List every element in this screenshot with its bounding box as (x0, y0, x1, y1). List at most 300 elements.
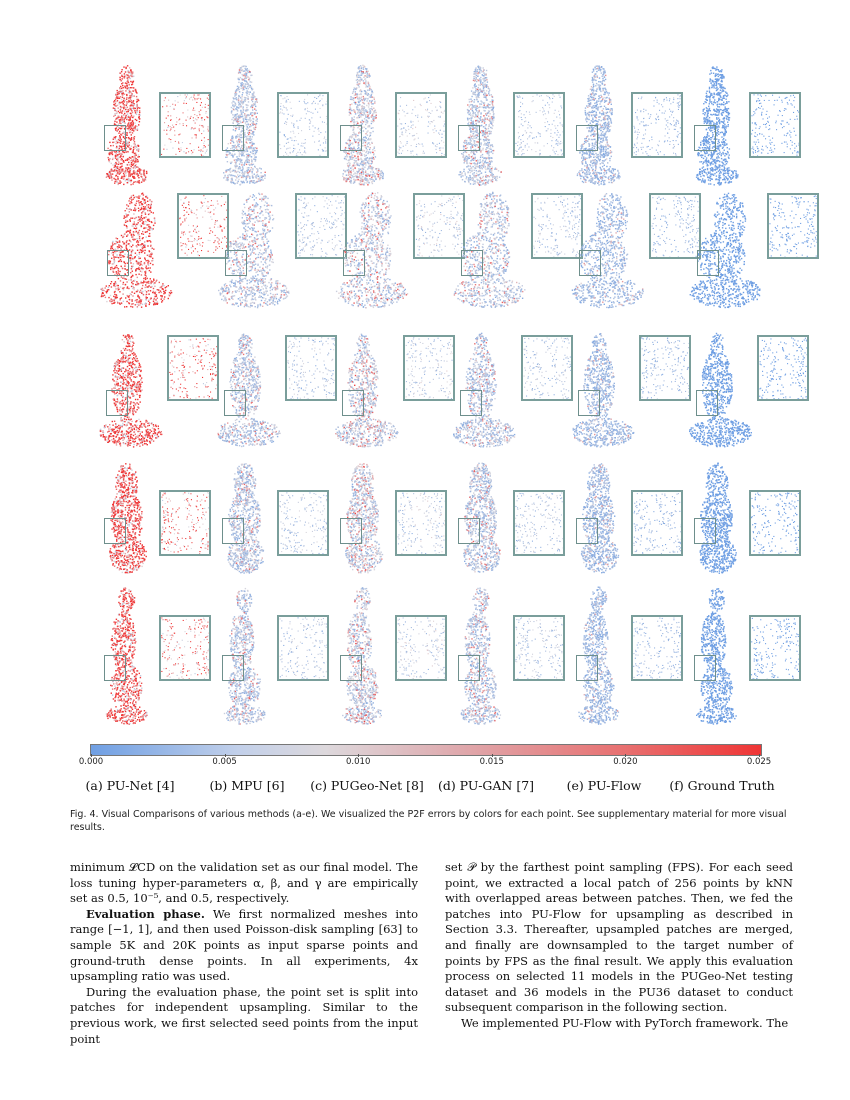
cloud-point (246, 142, 247, 143)
inset-point (436, 149, 437, 150)
cloud-point (127, 164, 128, 165)
cloud-point (368, 106, 369, 107)
cloud-point (124, 76, 125, 77)
cloud-point (368, 173, 369, 174)
inset-point (282, 110, 283, 111)
cloud-point (597, 68, 598, 69)
cloud-point (493, 150, 494, 151)
cloud-point (133, 178, 134, 179)
cloud-point (112, 164, 113, 165)
cloud-point (125, 87, 126, 88)
inset-point (441, 137, 442, 138)
inset-point (166, 106, 167, 107)
cloud-point (477, 101, 478, 102)
cloud-point (591, 120, 592, 121)
cloud-point (483, 90, 484, 91)
cloud-point (245, 97, 246, 98)
cloud-point (249, 155, 250, 156)
inset-point (312, 113, 313, 114)
inset-point (166, 149, 167, 150)
cloud-point (252, 175, 253, 176)
inset-point (423, 98, 424, 99)
cloud-point (367, 135, 368, 136)
inset-point (199, 94, 200, 95)
inset-point (304, 148, 305, 149)
cloud-point (347, 163, 348, 164)
cloud-point (138, 175, 139, 176)
cloud-point (366, 105, 367, 106)
inset-point (325, 147, 326, 148)
cloud-point (115, 181, 116, 182)
cloud-point (375, 176, 376, 177)
inset-point (325, 139, 326, 140)
cloud-point (242, 69, 243, 70)
cloud-point (125, 180, 126, 181)
cloud-point (479, 68, 480, 69)
cloud-point (596, 162, 597, 163)
cloud-point (120, 119, 121, 120)
cloud-point (230, 172, 231, 173)
cloud-point (138, 173, 139, 174)
cloud-point (122, 76, 123, 77)
inset-point (407, 113, 408, 114)
cloud-point (257, 150, 258, 151)
inset-point (163, 149, 164, 150)
cloud-point (353, 176, 354, 177)
cloud-point (122, 122, 123, 123)
cloud-point (605, 75, 606, 76)
cloud-point (243, 89, 244, 90)
cloud-point (360, 169, 361, 170)
cloud-point (598, 81, 599, 82)
cloud-point (474, 167, 475, 168)
inset-point (319, 134, 320, 135)
cloud-point (355, 93, 356, 94)
cloud-point (242, 168, 243, 169)
inset-point (194, 149, 195, 150)
inset-point (525, 145, 526, 146)
cloud-point (493, 114, 494, 115)
cloud-point (246, 182, 247, 183)
cloud-point (592, 170, 593, 171)
cloud-point (118, 107, 119, 108)
cloud-point (349, 159, 350, 160)
inset-point (401, 123, 402, 124)
cloud-point (489, 131, 490, 132)
cloud-point (592, 93, 593, 94)
cloud-point (232, 179, 233, 180)
inset-point (557, 154, 558, 155)
cloud-point (365, 142, 366, 143)
cloud-point (124, 111, 125, 112)
inset-point (207, 149, 208, 150)
inset-point (558, 143, 559, 144)
cloud-point (370, 97, 371, 98)
cloud-point (348, 151, 349, 152)
cloud-point (252, 109, 253, 110)
cloud-point (470, 166, 471, 167)
cloud-point (587, 164, 588, 165)
cloud-point (488, 157, 489, 158)
cloud-point (357, 179, 358, 180)
cloud-point (468, 122, 469, 123)
inset-point (543, 108, 544, 109)
cloud-point (367, 73, 368, 74)
cloud-point (371, 109, 372, 110)
cloud-point (605, 112, 606, 113)
inset-point (544, 145, 545, 146)
cloud-point (120, 182, 121, 183)
cloud-point (595, 73, 596, 74)
cloud-point (369, 88, 370, 89)
cloud-point (248, 162, 249, 163)
cloud-point (246, 147, 247, 148)
cloud-point (128, 171, 129, 172)
inset-point (322, 150, 323, 151)
cloud-point (138, 182, 139, 183)
inset-point (191, 129, 192, 130)
inset-point (545, 105, 546, 106)
cloud-point (475, 71, 476, 72)
cloud-point (590, 172, 591, 173)
cloud-point (601, 96, 602, 97)
cloud-point (486, 147, 487, 148)
cloud-point (117, 176, 118, 177)
cloud-point (364, 103, 365, 104)
inset-point (436, 130, 437, 131)
cloud-point (229, 151, 230, 152)
inset-point (287, 96, 288, 97)
cloud-point (476, 71, 477, 72)
cloud-point (256, 116, 257, 117)
cloud-point (247, 68, 248, 69)
inset-point (186, 96, 187, 97)
cloud-point (604, 165, 605, 166)
cloud-point (485, 118, 486, 119)
cloud-point (483, 126, 484, 127)
cloud-point (139, 112, 140, 113)
cloud-point (123, 179, 124, 180)
inset-point (423, 151, 424, 152)
cloud-point (371, 89, 372, 90)
cloud-point (367, 112, 368, 113)
cloud-point (480, 85, 481, 86)
cloud-point (489, 132, 490, 133)
cloud-point (252, 107, 253, 108)
cloud-point (119, 173, 120, 174)
cloud-point (595, 153, 596, 154)
cloud-point (489, 111, 490, 112)
cloud-point (262, 179, 263, 180)
inset-point (312, 103, 313, 104)
inset-point (519, 136, 520, 137)
cloud-point (145, 177, 146, 178)
cloud-point (474, 172, 475, 173)
cloud-point (608, 126, 609, 127)
cloud-point (360, 116, 361, 117)
cloud-point (109, 152, 110, 153)
cloud-point (354, 112, 355, 113)
inset-point (521, 154, 522, 155)
cloud-point (242, 166, 243, 167)
cloud-point (227, 178, 228, 179)
cloud-point (357, 81, 358, 82)
cloud-point (366, 148, 367, 149)
inset-point (295, 136, 296, 137)
inset-point (195, 123, 196, 124)
cloud-point (479, 180, 480, 181)
cloud-point (485, 97, 486, 98)
cloud-point (253, 103, 254, 104)
cloud-point (122, 78, 123, 79)
cloud-point (492, 150, 493, 151)
cloud-point (129, 91, 130, 92)
cloud-point (474, 176, 475, 177)
inset-point (400, 97, 401, 98)
cloud-point (137, 159, 138, 160)
cloud-point (581, 157, 582, 158)
inset-point (525, 121, 526, 122)
inset-point (518, 132, 519, 133)
cloud-point (252, 96, 253, 97)
cloud-point (255, 112, 256, 113)
cloud-point (134, 122, 135, 123)
cloud-point (365, 147, 366, 148)
cloud-point (121, 163, 122, 164)
cloud-point (486, 140, 487, 141)
inset-point (306, 103, 307, 104)
cloud-point (245, 101, 246, 102)
cloud-point (468, 177, 469, 178)
cloud-point (110, 173, 111, 174)
cloud-point (370, 111, 371, 112)
inset-point (522, 125, 523, 126)
cloud-point (240, 111, 241, 112)
cloud-point (481, 101, 482, 102)
inset-point (201, 120, 202, 121)
inset-point (559, 95, 560, 96)
cloud-point (111, 151, 112, 152)
cloud-point (362, 168, 363, 169)
cloud-point (246, 137, 247, 138)
cloud-point (118, 111, 119, 112)
cloud-point (466, 176, 467, 177)
cloud-point (599, 113, 600, 114)
cloud-point (605, 122, 606, 123)
inset-point (412, 109, 413, 110)
inset-point (550, 129, 551, 130)
cloud-point (115, 119, 116, 120)
cloud-point (485, 158, 486, 159)
cloud-point (131, 137, 132, 138)
cloud-point (247, 105, 248, 106)
cloud-point (127, 169, 128, 170)
cloud-point (352, 99, 353, 100)
inset-point (431, 121, 432, 122)
cloud-point (247, 172, 248, 173)
cloud-point (482, 132, 483, 133)
inset-point (298, 144, 299, 145)
zoom-inset (395, 92, 447, 158)
cloud-point (231, 161, 232, 162)
cloud-point (485, 182, 486, 183)
cloud-point (235, 108, 236, 109)
cloud-point (125, 67, 126, 68)
cloud-point (128, 162, 129, 163)
cloud-point (127, 180, 128, 181)
cloud-point (494, 178, 495, 179)
cloud-point (136, 120, 137, 121)
inset-point (523, 141, 524, 142)
cloud-point (488, 155, 489, 156)
cloud-point (469, 170, 470, 171)
inset-point (440, 130, 441, 131)
inset-point (315, 127, 316, 128)
inset-point (280, 106, 281, 107)
cloud-point (381, 172, 382, 173)
cloud-point (229, 168, 230, 169)
cloud-point (475, 181, 476, 182)
cloud-point (367, 168, 368, 169)
cloud-point (596, 114, 597, 115)
inset-point (405, 115, 406, 116)
cloud-point (132, 124, 133, 125)
inset-point (547, 121, 548, 122)
cloud-point (360, 77, 361, 78)
cloud-point (484, 74, 485, 75)
cloud-point (352, 166, 353, 167)
inset-point (518, 149, 519, 150)
cloud-point (137, 171, 138, 172)
cloud-point (466, 178, 467, 179)
cloud-point (582, 161, 583, 162)
cloud-point (115, 157, 116, 158)
cloud-point (241, 88, 242, 89)
cloud-point (353, 151, 354, 152)
cloud-point (483, 139, 484, 140)
cloud-point (237, 171, 238, 172)
inset-point (415, 107, 416, 108)
cloud-point (593, 97, 594, 98)
cloud-point (357, 165, 358, 166)
inset-point (289, 147, 290, 148)
inset-point (561, 154, 562, 155)
inset-point (180, 95, 181, 96)
cloud-point (365, 115, 366, 116)
cloud-point (117, 94, 118, 95)
cloud-point (144, 170, 145, 171)
cloud-point (246, 107, 247, 108)
cloud-point (363, 106, 364, 107)
cloud-point (604, 85, 605, 86)
inset-point (285, 152, 286, 153)
cloud-point (114, 121, 115, 122)
inset-point (529, 137, 530, 138)
cloud-point (600, 81, 601, 82)
cloud-point (474, 170, 475, 171)
cloud-point (356, 151, 357, 152)
cloud-point (244, 80, 245, 81)
cloud-point (366, 69, 367, 70)
inset-point (195, 118, 196, 119)
inset-point (532, 101, 533, 102)
inset-point (293, 133, 294, 134)
cloud-point (481, 90, 482, 91)
cloud-point (373, 171, 374, 172)
cloud-point (233, 117, 234, 118)
cloud-point (124, 94, 125, 95)
cloud-point (249, 148, 250, 149)
cloud-point (348, 169, 349, 170)
inset-point (410, 121, 411, 122)
cloud-point (491, 181, 492, 182)
inset-point (193, 120, 194, 121)
cloud-point (365, 133, 366, 134)
cloud-point (349, 164, 350, 165)
cloud-point (126, 83, 127, 84)
cloud-point (231, 182, 232, 183)
cloud-point (241, 66, 242, 67)
inset-point (208, 105, 209, 106)
cloud-point (133, 107, 134, 108)
cloud-point (137, 108, 138, 109)
cloud-point (361, 67, 362, 68)
cloud-point (131, 128, 132, 129)
cloud-point (117, 92, 118, 93)
cloud-point (486, 176, 487, 177)
cloud-point (373, 112, 374, 113)
cloud-point (365, 170, 366, 171)
inset-point (300, 152, 301, 153)
inset-point (529, 114, 530, 115)
cloud-point (598, 182, 599, 183)
cloud-point (254, 150, 255, 151)
cloud-point (592, 106, 593, 107)
inset-point (198, 95, 199, 96)
cloud-point (480, 179, 481, 180)
cloud-point (133, 103, 134, 104)
cloud-point (356, 80, 357, 81)
inset-point (435, 145, 436, 146)
cloud-point (357, 156, 358, 157)
inset-point (557, 134, 558, 135)
cloud-point (372, 174, 373, 175)
cloud-point (129, 67, 130, 68)
inset-point (170, 129, 171, 130)
cloud-point (121, 88, 122, 89)
inset-point (411, 127, 412, 128)
cloud-point (133, 128, 134, 129)
cloud-point (117, 157, 118, 158)
cloud-point (125, 170, 126, 171)
cloud-point (122, 90, 123, 91)
inset-point (526, 133, 527, 134)
inset-point (519, 127, 520, 128)
cloud-point (132, 90, 133, 91)
cloud-point (480, 112, 481, 113)
cloud-point (498, 170, 499, 171)
cloud-point (363, 67, 364, 68)
cloud-point (358, 102, 359, 103)
cloud-point (472, 155, 473, 156)
inset-point (201, 133, 202, 134)
cloud-point (487, 168, 488, 169)
cloud-point (471, 117, 472, 118)
cloud-point (251, 100, 252, 101)
cloud-point (232, 105, 233, 106)
cloud-point (251, 141, 252, 142)
cloud-point (483, 67, 484, 68)
